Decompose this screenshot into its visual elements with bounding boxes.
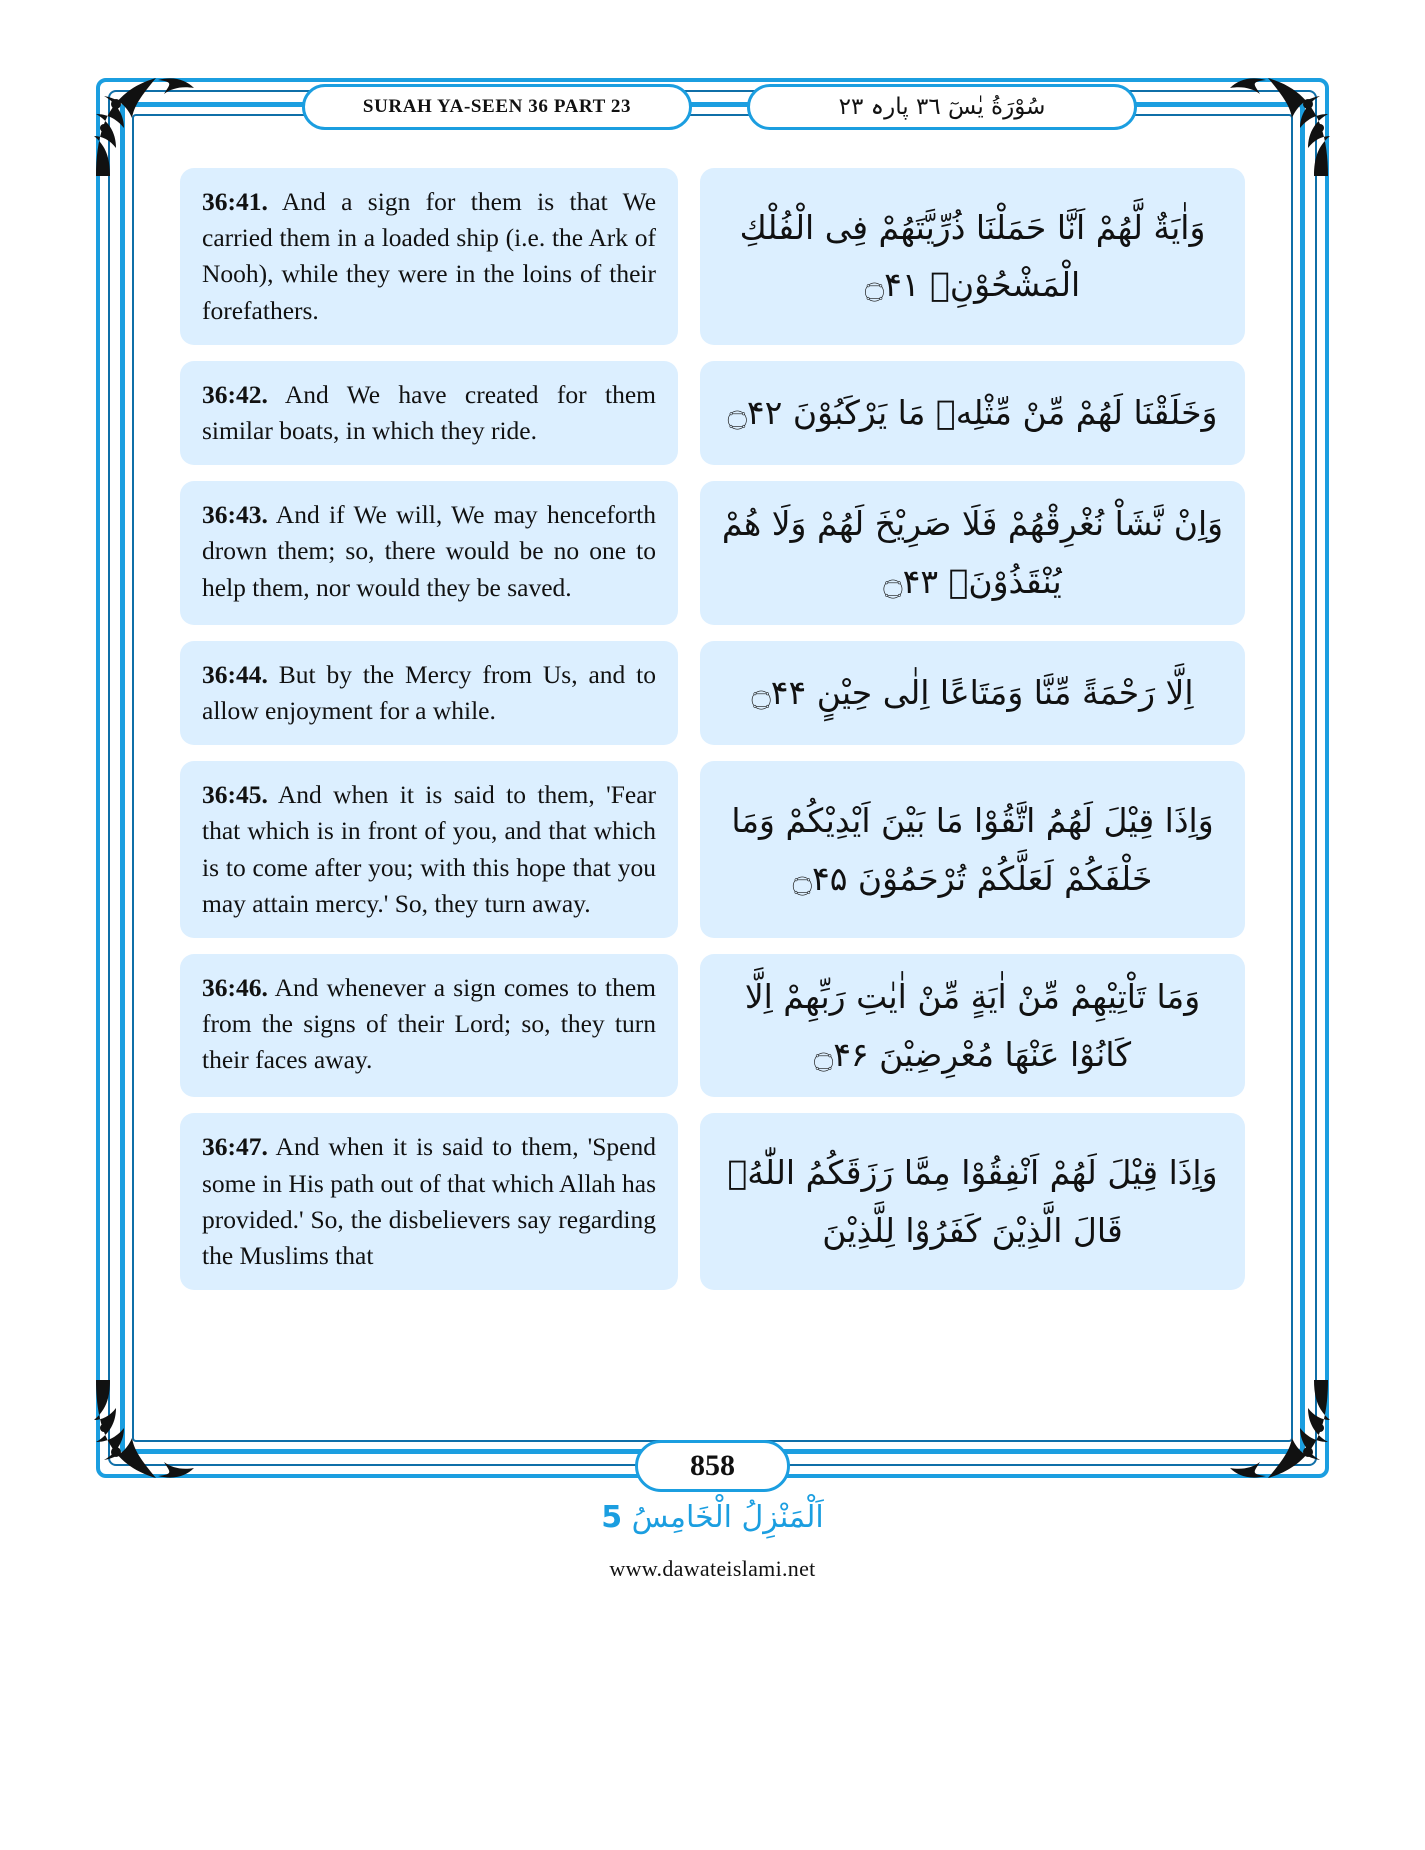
verse-translation-cell <box>180 761 678 938</box>
verse-row <box>180 641 1245 745</box>
page-header <box>132 84 1293 142</box>
website-url <box>0 1556 1425 1582</box>
page-number-text: 858 <box>690 1449 735 1482</box>
surah-title-arabic-text: سُوْرَةُ يٰسٓ ٣٦ پارہ ٢٣ <box>838 94 1046 120</box>
verse-translation-text: And if We will, We may henceforth drown them; so, there would be no one to help them, nor would they be saved. <box>202 500 656 602</box>
verse-arabic-text: وَاٰيَةٌ لَّهُمْ اَنَّا حَمَلْنَا ذُرِّيَّتَهُمْ فِى الْفُلْكِ الْمَشْحُوْنِۙ ۝۴۱ <box>739 207 1206 305</box>
verse-translation-cell <box>180 481 678 625</box>
verse-translation-text: But by the Mercy from Us, and to allow enjoyment for a while. <box>202 659 657 725</box>
verse-arabic-cell <box>700 761 1245 938</box>
verse-translation-cell <box>180 641 678 745</box>
verse-arabic-cell <box>700 641 1245 745</box>
page-number-badge <box>635 1440 790 1492</box>
verse-number: 36:43. <box>202 500 268 530</box>
verse-number: 36:42. <box>202 379 268 409</box>
verse-translation-text: And when it is said to them, 'Spend some in His path out of that which Allah has provided.' So, the disbelievers say regarding the Muslims that <box>202 1132 656 1271</box>
manzil-label <box>0 1500 1425 1535</box>
verse-translation-cell <box>180 168 678 345</box>
verse-arabic-cell <box>700 481 1245 625</box>
verse-number: 36:44. <box>202 659 268 689</box>
verse-arabic-text: وَاِنْ نَّشَاْ نُغْرِقْهُمْ فَلَا صَرِيْخَ لَهُمْ وَلَا هُمْ يُنْقَذُوْنَۙ ۝۴۳ <box>721 504 1224 601</box>
manzil-number: 5 <box>601 1500 623 1535</box>
verse-number: 36:47. <box>202 1132 268 1162</box>
verse-translation-cell <box>180 1113 678 1290</box>
surah-title-english-text: SURAH YA-SEEN 36 PART 23 <box>362 96 632 117</box>
verse-arabic-cell <box>700 168 1245 345</box>
verse-row <box>180 481 1245 625</box>
verse-number: 36:45. <box>202 780 268 810</box>
verse-arabic-text: وَاِذَا قِيْلَ لَهُمْ اَنْفِقُوْا مِمَّا رَزَقَكُمُ اللّٰهُۙ قَالَ الَّذِيْنَ كَفَرُوْا لِلَّذِيْنَ <box>727 1153 1218 1250</box>
verse-translation-cell <box>180 361 678 465</box>
verse-translation-text: And a sign for them is that We carried them in a loaded ship (i.e. the Ark of Nooh), while they were in the loins of their forefathers. <box>202 187 657 325</box>
verse-arabic-text: وَمَا تَاْتِيْهِمْ مِّنْ اٰيَةٍ مِّنْ اٰيٰتِ رَبِّهِمْ اِلَّا كَانُوْا عَنْهَا مُعْرِضِيْنَ ۝۴۶ <box>744 976 1201 1074</box>
surah-title-arabic <box>747 84 1137 130</box>
website-url-text: www.dawateislami.net <box>609 1556 816 1581</box>
verse-translation-text: And when it is said to them, 'Fear that which is in front of you, and that which is to come after you; with this hope that you may attain mercy.' So, they turn away. <box>202 780 657 918</box>
verse-arabic-text: وَخَلَقْنَا لَهُمْ مِّنْ مِّثْلِهٖ مَا يَرْكَبُوْنَ ۝۴۲ <box>727 393 1218 433</box>
verse-list <box>180 168 1245 1422</box>
verse-row <box>180 361 1245 465</box>
verse-arabic-cell <box>700 1113 1245 1290</box>
verse-translation-cell <box>180 954 678 1098</box>
verse-number: 36:41. <box>202 187 268 216</box>
verse-arabic-cell <box>700 954 1245 1098</box>
manzil-text: اَلْمَنْزِلُ الْخَامِسُ <box>631 1500 824 1535</box>
verse-number: 36:46. <box>202 972 268 1002</box>
verse-arabic-cell <box>700 361 1245 465</box>
surah-title-english <box>302 84 692 130</box>
verse-row <box>180 168 1245 345</box>
verse-translation-text: And We have created for them similar boats, in which they ride. <box>202 379 657 446</box>
verse-row <box>180 761 1245 938</box>
verse-arabic-text: وَاِذَا قِيْلَ لَهُمُ اتَّقُوْا مَا بَيْنَ اَيْدِيْكُمْ وَمَا خَلْفَكُمْ لَعَلَّكُمْ تُرْحَمُوْنَ ۝۴۵ <box>731 800 1214 898</box>
verse-translation-text: And whenever a sign comes to them from the signs of their Lord; so, they turn their faces away. <box>202 972 657 1075</box>
verse-row <box>180 1113 1245 1290</box>
verse-row <box>180 954 1245 1098</box>
verse-arabic-text: اِلَّا رَحْمَةً مِّنَّا وَمَتَاعًا اِلٰى حِيْنٍ ۝۴۴ <box>751 673 1194 713</box>
